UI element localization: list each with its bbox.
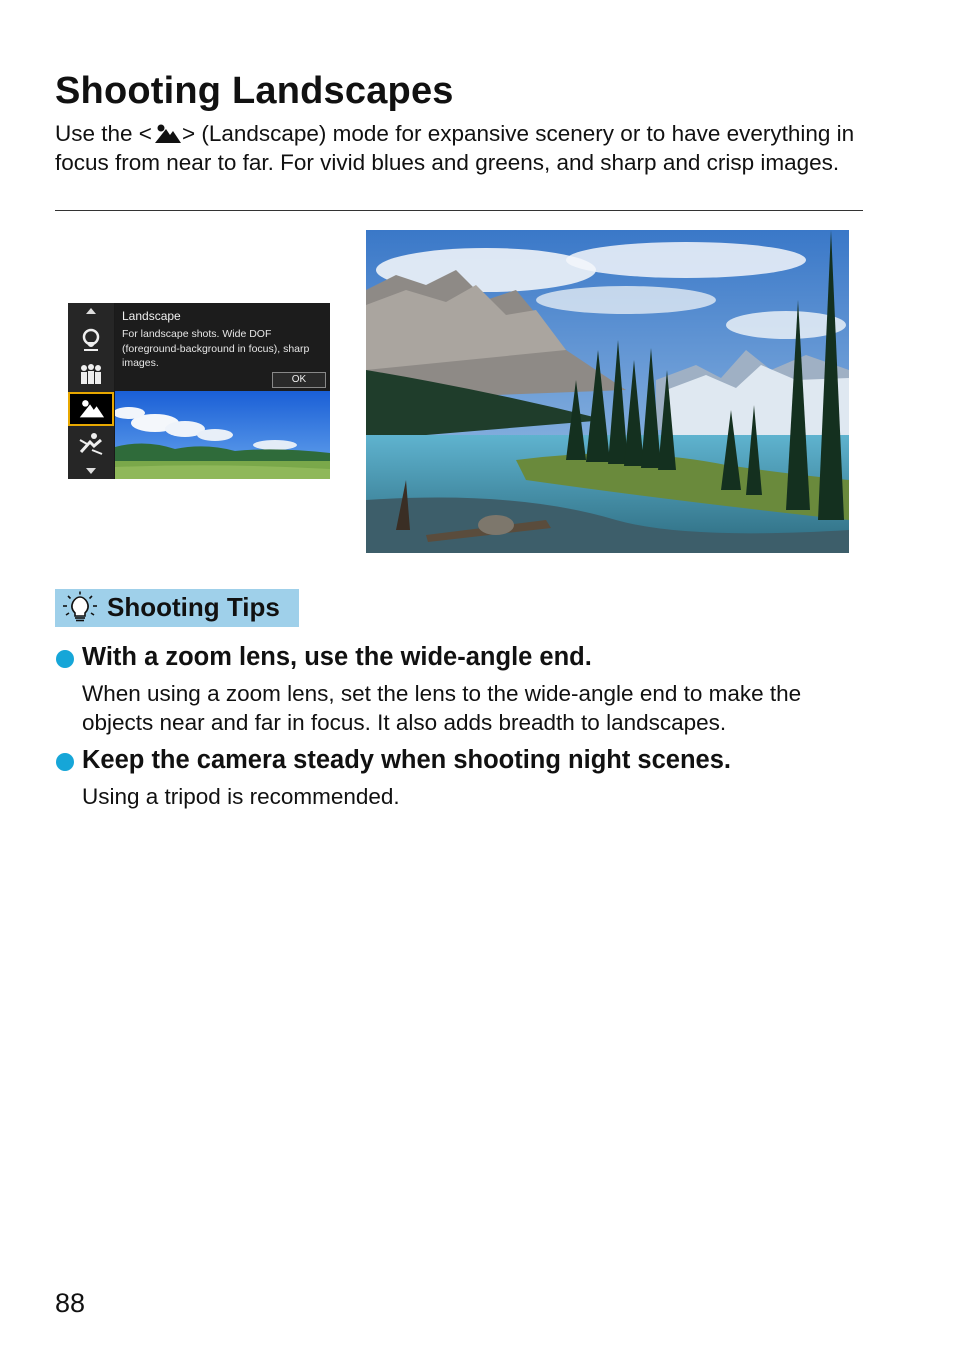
- portrait-icon: [68, 323, 114, 357]
- mode-name: Landscape: [122, 309, 181, 323]
- ok-button[interactable]: OK: [272, 372, 326, 388]
- camera-screen: [68, 303, 330, 479]
- scroll-down-arrow-icon: [68, 463, 114, 479]
- tip-body: Using a tripod is recommended.: [82, 784, 400, 809]
- landscape-preview-image: [115, 391, 330, 479]
- shooting-tips-label: Shooting Tips: [107, 592, 280, 622]
- intro-text-before: Use the <: [55, 121, 152, 146]
- title-divider: [55, 210, 863, 211]
- tip-heading: With a zoom lens, use the wide-angle end.: [82, 643, 592, 671]
- intro-paragraph: [55, 119, 855, 177]
- landscape-mode-icon: [152, 123, 182, 145]
- bullet-icon: [56, 650, 74, 668]
- sports-icon: [68, 427, 114, 461]
- landscape-mode-icon: [68, 392, 114, 426]
- page-title: Shooting Landscapes: [55, 70, 454, 112]
- scroll-up-arrow-icon: [68, 303, 114, 319]
- shooting-tips-banner: [55, 589, 299, 627]
- intro-text-after: > (Landscape) mode for expansive scenery or to have everything in focus from near to far. For vivid blues and greens, and sharp and crisp images.: [55, 121, 855, 175]
- group-photo-icon: [68, 357, 114, 391]
- tip-heading: Keep the camera steady when shooting night scenes.: [82, 746, 732, 774]
- tip-body: When using a zoom lens, set the lens to the wide-angle end to make the objects near and far in focus. It also adds breadth to landscapes.: [82, 681, 802, 735]
- mode-description: For landscape shots. Wide DOF (foreground-background in focus), sharp images.: [122, 328, 310, 369]
- lightbulb-icon: [62, 591, 98, 625]
- bullet-icon: [56, 753, 74, 771]
- page-number: 88: [55, 1288, 86, 1318]
- mode-info-panel: [115, 303, 330, 391]
- mode-icon-strip: [68, 303, 114, 479]
- landscape-photo: [366, 230, 849, 553]
